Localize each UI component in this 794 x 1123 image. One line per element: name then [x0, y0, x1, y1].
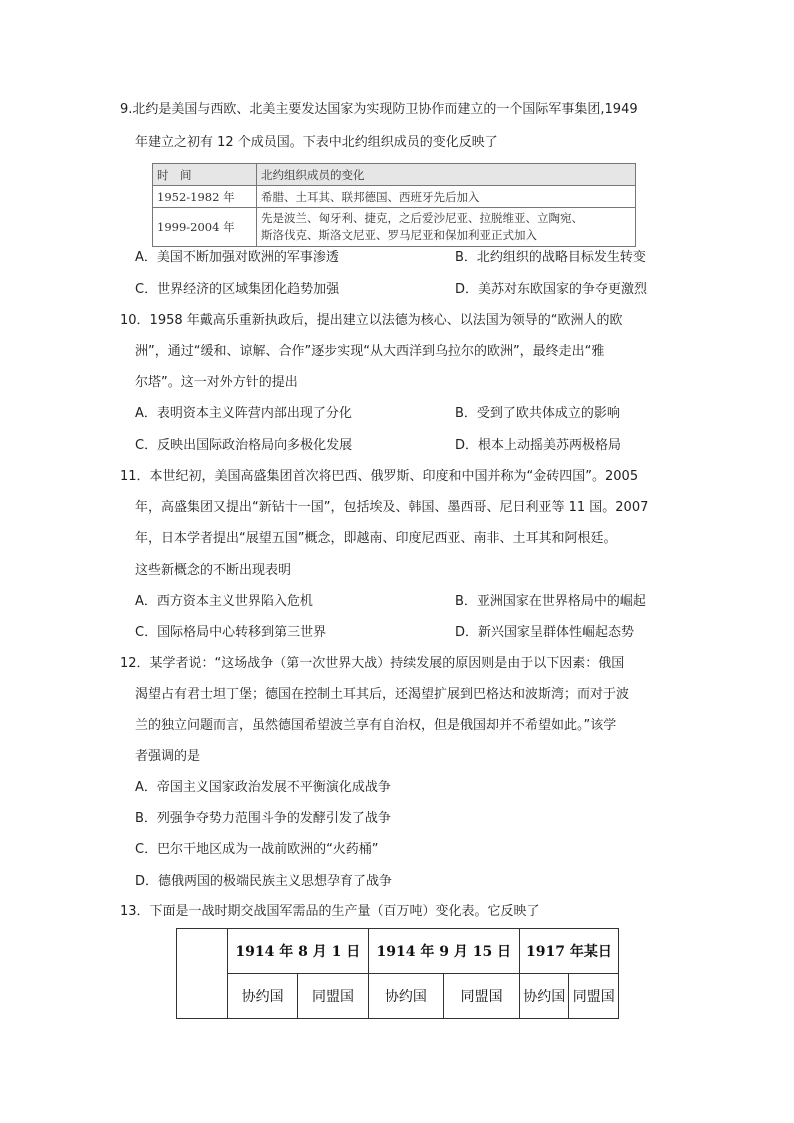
header-change: 北约组织成员的变化 [257, 164, 636, 186]
q11-stem-line-2: 年，高盛集团又提出“新钻十一国”，包括埃及、韩国、墨西哥、尼日利亚等 11 国。2007 [135, 500, 649, 515]
munitions-production-table [176, 928, 619, 1019]
q12-option-c[interactable]: C．巴尔干地区成为一战前欧洲的“火药桶” [135, 842, 379, 857]
q12-stem-line-3: 兰的独立问题而言，虽然德国希望波兰享有自治权，但是俄国却并不希望如此。”该学 [135, 718, 617, 733]
date-header: 1914 年 9 月 15 日 [368, 929, 519, 974]
q12-stem-line-4: 者强调的是 [135, 749, 201, 764]
q9-option-c[interactable]: C．世界经济的区域集团化趋势加强 [135, 282, 340, 297]
q11-option-a[interactable]: A．西方资本主义世界陷入危机 [135, 594, 313, 609]
side-header-central: 同盟国 [298, 974, 368, 1019]
q10-option-b[interactable]: B．受到了欧共体成立的影响 [455, 406, 620, 421]
q10-option-d[interactable]: D．根本上动摇美苏两极格局 [455, 438, 622, 453]
q11-stem-line-4: 这些新概念的不断出现表明 [135, 563, 292, 578]
side-header-entente: 协约国 [228, 974, 298, 1019]
side-header-entente: 协约国 [519, 974, 569, 1019]
q9-stem-line-1: 9.北约是美国与西欧、北美主要发达国家为实现防卫协作而建立的一个国际军事集团,1949 [120, 102, 638, 117]
q9-stem-line-2: 年建立之初有 12 个成员国。下表中北约组织成员的变化反映了 [135, 135, 498, 150]
q13-stem-line-1: 13．下面是一战时期交战国军需品的生产量（百万吨）变化表。它反映了 [120, 904, 540, 919]
q10-stem-line-2: 洲”，通过“缓和、谅解、合作”逐步实现“从大西洋到乌拉尔的欧洲”，最终走出“雅 [135, 344, 605, 359]
q10-stem-line-1: 10．1958 年戴高乐重新执政后，提出建立以法德为核心、以法国为领导的“欧洲人的欧 [120, 313, 623, 328]
q11-stem-line-3: 年，日本学者提出“展望五国”概念，即越南、印度尼西亚、南非、土耳其和阿根廷。 [135, 531, 617, 546]
nato-membership-table [152, 163, 636, 247]
date-header: 1917 年某日 [519, 929, 618, 974]
side-header-central: 同盟国 [569, 974, 619, 1019]
q10-option-a[interactable]: A．表明资本主义阵营内部出现了分化 [135, 406, 352, 421]
table-header-row [153, 164, 636, 186]
row-change: 希腊、土耳其、联邦德国、西班牙先后加入 [257, 186, 636, 208]
header-period: 时 间 [153, 164, 257, 186]
q9-option-d[interactable]: D．美苏对东欧国家的争夺更激烈 [455, 282, 648, 297]
row-period: 1952-1982 年 [153, 186, 257, 208]
q11-option-c[interactable]: C．国际格局中心转移到第三世界 [135, 625, 327, 640]
table-row [153, 186, 636, 208]
empty-corner-cell [177, 929, 228, 1019]
q12-option-d[interactable]: D．德俄两国的极端民族主义思想孕育了战争 [135, 874, 393, 889]
side-header-entente: 协约国 [368, 974, 444, 1019]
q9-option-a[interactable]: A．美国不断加强对欧洲的军事渗透 [135, 250, 339, 265]
q12-stem-line-2: 渴望占有君士坦丁堡；德国在控制土耳其后，还渴望扩展到巴格达和波斯湾；而对于波 [135, 687, 630, 702]
q12-stem-line-1: 12．某学者说：“这场战争（第一次世界大战）持续发展的原因则是由于以下因素：俄国 [120, 656, 625, 671]
table-row [177, 929, 619, 974]
table-row [153, 208, 636, 247]
side-header-central: 同盟国 [444, 974, 520, 1019]
row-change [257, 208, 636, 247]
q11-option-b[interactable]: B．亚洲国家在世界格局中的崛起 [455, 594, 646, 609]
q10-stem-line-3: 尔塔”。这一对外方针的提出 [135, 375, 298, 390]
q11-stem-line-1: 11．本世纪初，美国高盛集团首次将巴西、俄罗斯、印度和中国并称为“金砖四国”。2005 [120, 469, 639, 484]
q12-option-a[interactable]: A．帝国主义国家政治发展不平衡演化成战争 [135, 780, 391, 795]
row-change-line: 先是波兰、匈牙利、捷克，之后爱沙尼亚、拉脱维亚、立陶宛、 [261, 211, 583, 225]
row-change-line: 斯洛伐克、斯洛文尼亚、罗马尼亚和保加利亚正式加入 [261, 228, 537, 242]
q9-option-b[interactable]: B．北约组织的战略目标发生转变 [455, 250, 646, 265]
table-row [177, 974, 619, 1019]
q10-option-c[interactable]: C．反映出国际政治格局向多极化发展 [135, 438, 353, 453]
date-header: 1914 年 8 月 1 日 [228, 929, 369, 974]
row-period: 1999-2004 年 [153, 208, 257, 247]
q11-option-d[interactable]: D．新兴国家呈群体性崛起态势 [455, 625, 635, 640]
q12-option-b[interactable]: B．列强争夺势力范围斗争的发酵引发了战争 [135, 811, 391, 826]
